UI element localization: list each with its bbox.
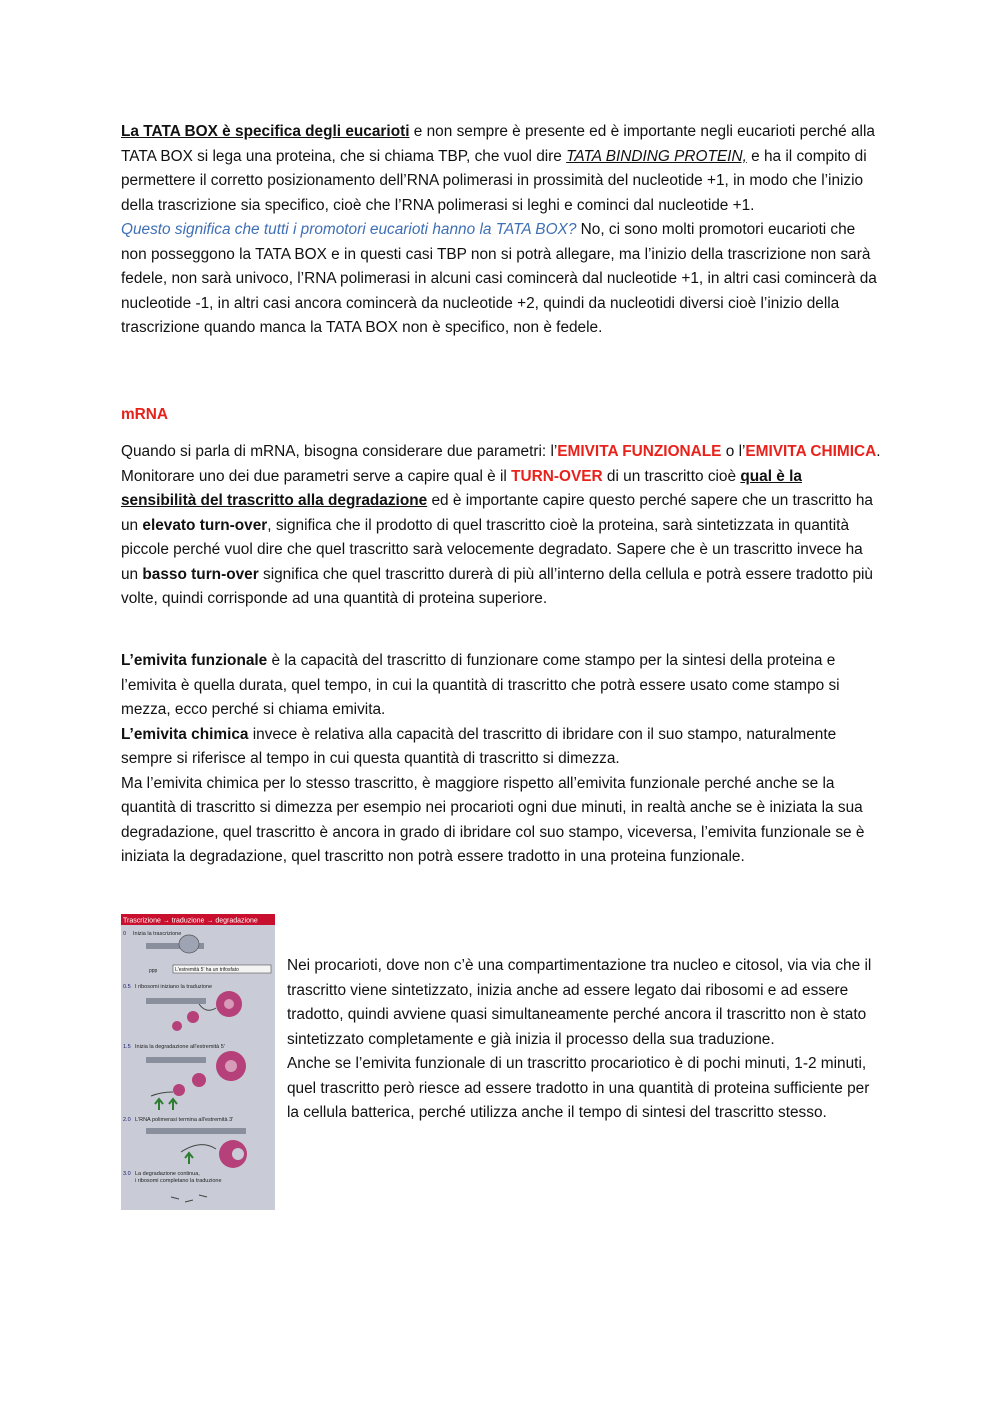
paragraph-text: e ha il compito di permettere il corretto posizionamento dell’RNA polimerasi in prossimità del nucleotide +1, in modo che l’inizio della trascrizione sia specifico, cioè che l’RNA polimerasi si leghi e cominci dal nucleotide +1.: [121, 147, 867, 214]
tata-box-title: La TATA BOX è specifica degli eucarioti: [121, 123, 410, 140]
step-time: 3.0: [123, 1171, 131, 1177]
step-time: 0.5: [123, 984, 131, 990]
term-sensitivity: qual è la sensibilità del trascritto alla degradazione: [121, 467, 802, 509]
step-time: 2.0: [123, 1117, 131, 1123]
term-functional-half-life: EMIVITA FUNZIONALE: [557, 443, 722, 460]
term-low-turnover: basso turn-over: [142, 565, 259, 583]
step-label: i ribosomi completano la traduzione: [135, 1178, 222, 1184]
figure-diagram: [121, 914, 275, 1210]
paragraph-tata-box: [121, 120, 881, 218]
half-life-section: [121, 649, 881, 870]
degradation-arrow-icon: [185, 1153, 193, 1164]
mrna-strand: [181, 1145, 216, 1152]
dna-strand: [146, 998, 206, 1004]
dna-strand: [146, 1128, 246, 1134]
paragraph-text: è la capacità del trascritto di funzionare come stampo per la sintesi della proteina e l’emivita è quella durata, quel tempo, in cui la quantità di trascritto che potrà essere usato come stampo si mezza, ecco perché si chiama emivita.: [121, 652, 840, 718]
step-label: L'estremità 5' ha un trifosfato: [175, 967, 239, 973]
ribosome: [172, 1021, 182, 1031]
dna-strand: [146, 1057, 206, 1063]
step-label: Inizia la trascrizione: [133, 931, 182, 937]
section-heading-mrna: mRNA: [121, 406, 169, 423]
paragraph-text: e non sempre è presente ed è importante negli eucarioti perché alla TATA BOX si lega una proteina, che si chiama TBP, che vuol dire: [121, 123, 875, 165]
step-label: La degradazione continua,: [135, 1171, 200, 1177]
mrna-fragments: [171, 1195, 207, 1202]
paragraph-text: di un trascritto cioè: [602, 467, 741, 485]
paragraph-text: o l’: [721, 443, 746, 460]
mrna-strand: [199, 1004, 216, 1010]
ribosome: [192, 1073, 206, 1087]
term-chemical: L’emivita chimica: [121, 725, 249, 743]
step-time: ppp: [149, 968, 158, 974]
paragraph-text: . Monitorare uno dei due parametri serve a capire qual è il: [121, 443, 881, 485]
paragraph-text: , significa che il prodotto di quel trascritto cioè la proteina, sarà sintetizzata in quantità piccole perché vuol dire che quel trascritto sarà velocemente degradato. Sapere che è un trascritto invece ha un: [121, 516, 863, 583]
paragraph-prokaryote-half-life: Anche se l’emivita funzionale di un trascritto procariotico è di pochi minuti, 1-2 minuti, quel trascritto però riesce ad essere tradotto in una quantità di proteina sufficiente per la cellula batterica, perché utilizza anche il tempo di sintesi del trascritto stesso.: [287, 1055, 870, 1121]
rna-polymerase: [179, 935, 199, 953]
paragraph-prokaryotes: Nei procarioti, dove non c’è una compartimentazione tra nucleo e citosol, via via che il trascritto viene sintetizzato, inizia anche ad essere legato dai ribosomi e ad essere tradotto, quindi avviene quasi simultaneamente perché ancora il trascritto non è stato sintetizzato completamente e già inizia il processo della sua traduzione.: [287, 957, 872, 1048]
answer-text: No, ci sono molti promotori eucarioti che non posseggono la TATA BOX e in questi casi TBP non si potrà allegare, ma l’inizio della trascrizione non sarà fedele, non sarà univoco, l’RNA polimerasi in alcuni casi comincerà dal nucleotide +1, in altri casi comincerà da nucleotide -1, in altri casi ancora comincerà da nucleotide +2, quindi da nucleotidi diversi cioè l’inizio della trascrizione quando manca la TATA BOX non è specifico, non è fedele.: [121, 221, 877, 336]
tbp-term: TATA BINDING PROTEIN,: [566, 147, 747, 165]
tata-box-section: [121, 120, 881, 341]
step-time: 1.5: [123, 1044, 131, 1050]
mrna-strand: [151, 1092, 173, 1096]
ribosome-subunit: [224, 999, 234, 1009]
term-chemical-half-life: EMIVITA CHIMICA: [745, 443, 877, 460]
paragraph-text: ed è importante capire questo perché sapere che un trascritto ha un: [121, 492, 873, 534]
paragraph-text: significa che quel trascritto durerà di più all’interno della cellula e potrà essere tradotto più volte, quindi corrisponde ad una quantità di proteina superiore.: [121, 565, 873, 607]
term-high-turnover: elevato turn-over: [142, 516, 268, 534]
paragraph-comparison: Ma l’emivita chimica per lo stesso trascritto, è maggiore rispetto all’emivita funzionale perché anche se la quantità di trascritto si dimezza per esempio nei procarioti ogni due minuti, in realtà anche se è iniziata la sua degradazione, quel trascritto è ancora in grado di ibridare col suo stampo, viceversa, l’emivita funzionale se è iniziata la degradazione, quel trascritto non potrà essere tradotto in una proteina funzionale.: [121, 774, 865, 865]
step-label: I ribosomi iniziano la traduzione: [135, 984, 213, 990]
paragraph-text: invece è relativa alla capacità del trascritto di ibridare con il suo stampo, naturalmente sempre si riferisce al tempo in cui questa quantità di trascritto si dimezza.: [121, 725, 837, 767]
ribosome-gap: [232, 1148, 244, 1160]
paragraph-question: [121, 218, 881, 341]
question-text: Questo significa che tutti i promotori eucarioti hanno la TATA BOX?: [121, 221, 577, 238]
term-functional: L’emivita funzionale: [121, 652, 268, 669]
term-turn-over: TURN-OVER: [511, 467, 603, 485]
mrna-paragraph: [121, 440, 881, 612]
step-label: Inizia la degradazione all'estremità 5': [135, 1044, 225, 1050]
paragraph-half-life: [121, 440, 881, 612]
ribosome-subunit: [225, 1060, 237, 1072]
paragraph-text: Quando si parla di mRNA, bisogna considerare due parametri: l’: [121, 443, 558, 460]
ribosome: [187, 1011, 199, 1023]
transcription-translation-figure: [121, 914, 275, 1210]
prokaryote-text: [287, 954, 877, 1126]
step-label: L'RNA polimerasi termina all'estremità 3': [135, 1117, 234, 1123]
paragraph-chemical: [121, 723, 881, 772]
paragraph-functional: [121, 649, 881, 723]
degradation-arrow-icon: [169, 1099, 177, 1110]
figure-header: Trascrizione → traduzione → degradazione: [123, 917, 258, 925]
step-time: 0: [123, 931, 127, 937]
degradation-arrow-icon: [155, 1099, 163, 1110]
ribosome: [173, 1084, 185, 1096]
